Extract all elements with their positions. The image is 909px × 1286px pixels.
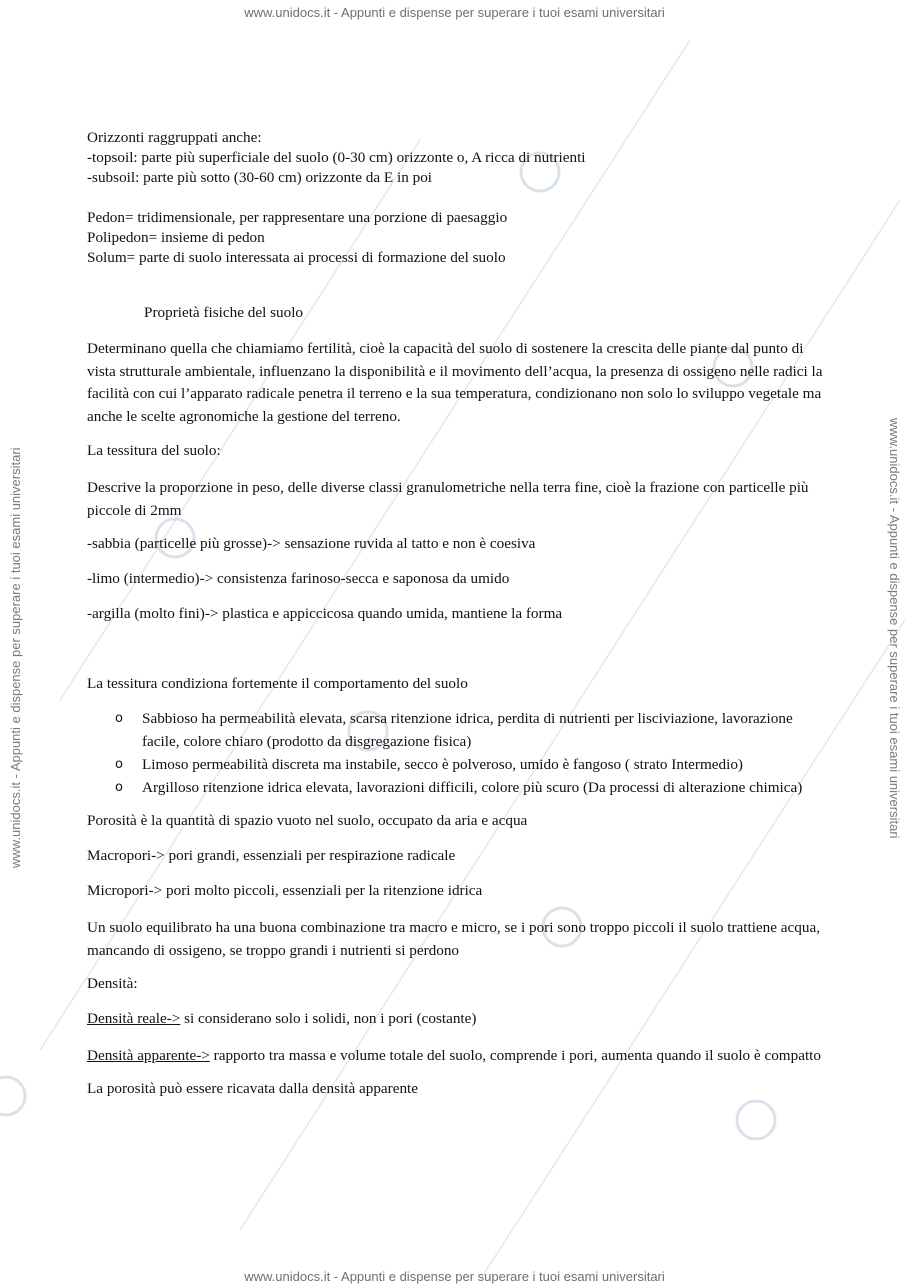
pedon-def: Pedon= tridimensionale, per rappresentare una porzione di paesaggio [87,209,508,226]
soil-type-list [87,707,827,799]
topsoil-line: -topsoil: parte più superficiale del suolo (0-30 cm) orizzonte o, A ricca di nutrienti [87,149,586,166]
list-item [87,753,827,776]
tessitura-heading: La tessitura del suolo: [87,441,221,459]
densita-apparente-label: Densità apparente-> [87,1046,210,1064]
porosita-line: Porosità è la quantità di spazio vuoto nel suolo, occupato da aria e acqua [87,811,528,829]
watermark-bottom: www.unidocs.it - Appunti e dispense per superare i tuoi esami universitari [244,1269,665,1284]
argilla-line: -argilla (molto fini)-> plastica e appiccicosa quando umida, mantiene la forma [87,604,563,622]
bullet-circle-icon: o [115,710,123,726]
tessitura-condiziona: La tessitura condiziona fortemente il comportamento del suolo [87,674,468,692]
limo-line: -limo (intermedio)-> consistenza farinoso-secca e saponosa da umido [87,569,510,587]
section-title: Proprietà fisiche del suolo [144,304,304,321]
paragraph-equilibrato: Un suolo equilibrato ha una buona combinazione tra macro e micro, se i pori sono troppo piccoli il suolo trattiene acqua, mancando di ossigeno, se troppo grandi i nutrienti si perdono [87,918,821,959]
bullet-argilloso: Argilloso ritenzione idrica elevata, lavorazioni difficili, colore più scuro (Da processi di alterazione chimica) [142,778,803,796]
densita-reale-label: Densità reale-> [87,1009,181,1027]
bullet-circle-icon: o [115,756,123,772]
watermark-left: www.unidocs.it - Appunti e dispense per superare i tuoi esami universitari [8,447,23,868]
densita-apparente-text: rapporto tra massa e volume totale del suolo, comprende i pori, aumenta quando il suolo è compatto [209,1046,821,1064]
bullet-sabbioso: Sabbioso ha permeabilità elevata, scarsa ritenzione idrica, perdita di nutrienti per lisciviazione, lavorazione facile, colore chiaro (prodotto da disgregazione fisica) [142,709,793,750]
watermark-top: www.unidocs.it - Appunti e dispense per superare i tuoi esami universitari [244,5,665,20]
densita-reale-text: si considerano solo i solidi, non i pori (costante) [180,1009,477,1027]
densita-reale-line [87,1009,827,1029]
subsoil-line: -subsoil: parte più sotto (30-60 cm) orizzonte da E in poi [87,169,433,186]
document-body [87,128,827,1099]
densita-apparente-para [87,1044,827,1067]
solum-def: Solum= parte di suolo interessata ai processi di formazione del suolo [87,249,506,266]
sabbia-line: -sabbia (particelle più grosse)-> sensazione ruvida al tatto e non è coesiva [87,534,536,552]
horizons-intro: Orizzonti raggruppati anche: [87,129,262,146]
bullet-circle-icon: o [115,779,123,795]
bullet-limoso: Limoso permeabilità discreta ma instabile, secco è polveroso, umido è fangoso ( strato Intermedio) [142,755,743,773]
watermark-right: www.unidocs.it - Appunti e dispense per superare i tuoi esami universitari [887,418,902,839]
paragraph-fertilita: Determinano quella che chiamiamo fertilità, cioè la capacità del suolo di sostenere la crescita delle piante dal punto di vista strutturale ambientale, influenzano la disponibilità e il movimento dell’acqua, la presenza di ossigeno nelle radici la facilità con cui l’apparato radicale penetra il terreno e la sua temperatura, condizionano non solo lo sviluppo vegetale ma anche le scelte agronomiche la gestione del terreno. [87,340,823,426]
porosita-finale: La porosità può essere ricavata dalla densità apparente [87,1079,419,1097]
list-item [87,707,827,753]
paragraph-tessitura: Descrive la proporzione in peso, delle diverse classi granulometriche nella terra fine, cioè la frazione con particelle più piccole di 2mm [87,478,809,519]
list-item [87,776,827,799]
densita-heading: Densità: [87,974,138,992]
macropori-line: Macropori-> pori grandi, essenziali per respirazione radicale [87,846,456,864]
polipedon-def: Polipedon= insieme di pedon [87,229,265,246]
micropori-line: Micropori-> pori molto piccoli, essenziali per la ritenzione idrica [87,881,483,899]
